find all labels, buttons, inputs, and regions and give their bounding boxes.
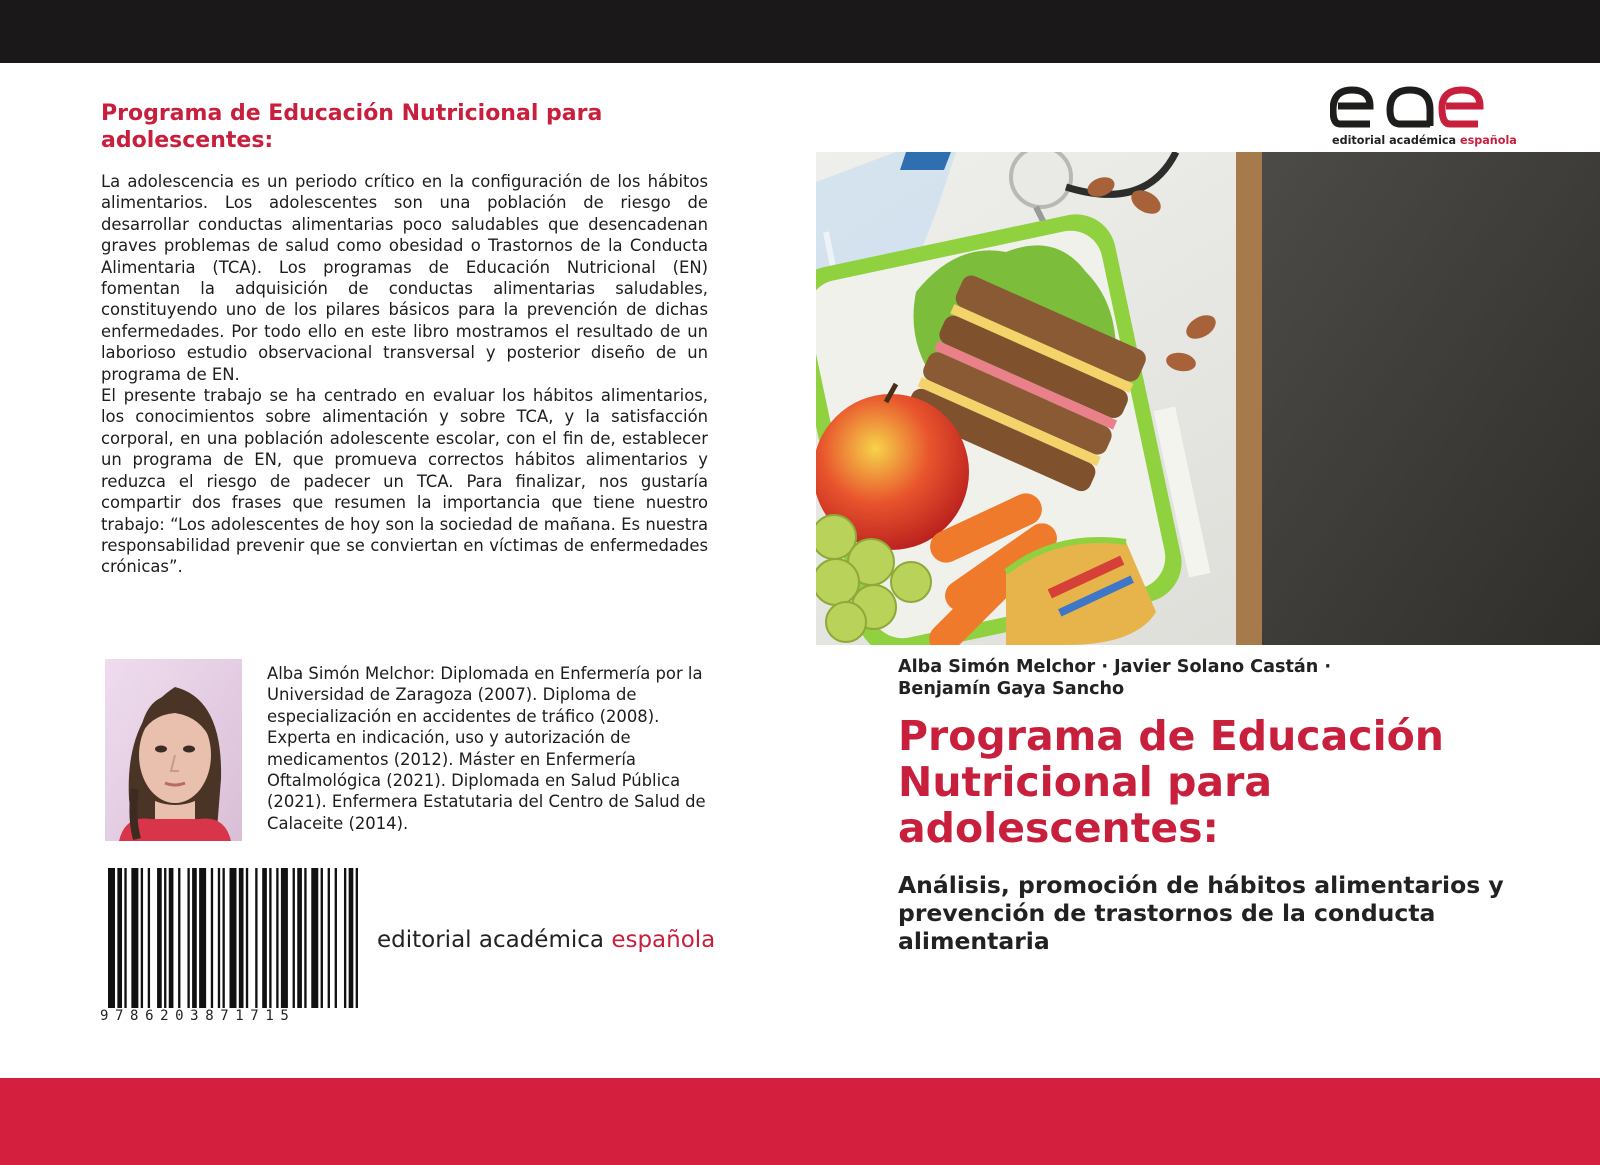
- author-bio: Alba Simón Melchor: Diplomada en Enfermería por la Universidad de Zaragoza (2007). Diploma de especialización en accidentes de tráfico (2008). Experta en indicación, uso y autorización de medicamentos (2012). Máster en Enfermería Oftalmológica (2021). Diplomada en Salud Pública (2021). Enfermera Estatutaria del Centro de Salud de Calaceite (2014).: [267, 664, 706, 833]
- authors-line: Alba Simón Melchor · Javier Solano Castán ·: [898, 657, 1332, 677]
- barcode-bar: [218, 868, 220, 1008]
- author-photo: [105, 659, 242, 841]
- logo-caption-accent: española: [1460, 134, 1517, 147]
- authors: [898, 657, 1538, 700]
- barcode-bar: [211, 868, 213, 1008]
- publisher-name: [377, 927, 715, 953]
- barcode-bar: [141, 868, 143, 1008]
- barcode-bar: [230, 868, 237, 1008]
- barcode-bar: [124, 868, 126, 1008]
- barcode-bar: [349, 868, 354, 1008]
- barcode-bar: [164, 868, 166, 1008]
- isbn-barcode: [108, 868, 358, 1026]
- barcode-bar: [304, 868, 306, 1008]
- barcode-bar: [108, 868, 115, 1008]
- barcode-bar: [262, 868, 267, 1008]
- barcode-bar: [246, 868, 248, 1008]
- barcode-bar: [344, 868, 346, 1008]
- barcode-bar: [276, 868, 278, 1008]
- barcode-bar: [148, 868, 150, 1008]
- blurb-paragraph: El presente trabajo se ha centrado en evaluar los hábitos alimentarios, los conocimientos sobre alimentación y sobre TCA, y la satisfacción corporal, en una población adolescente escolar, con el fin de, establecer un programa de EN, que promueva correctos hábitos alimentarios y reduzca el riesgo de padecer un TCA. Para finalizar, nos gustaría compartir dos frases que resumen la importancia que tiene nuestro trabajo: “Los adolescentes de hoy son la sociedad de mañana. Es nuestra responsabilidad prevenir que se conviertan en víctimas de enfermedades crónicas”.: [101, 386, 708, 577]
- barcode-bar: [222, 868, 224, 1008]
- barcode-bar: [239, 868, 244, 1008]
- barcode-bar: [269, 868, 271, 1008]
- barcode-bar: [187, 868, 189, 1008]
- barcode-bar: [192, 868, 197, 1008]
- back-cover-title: Programa de Educación Nutricional para adolescentes:: [101, 101, 603, 153]
- cover-photo: [816, 152, 1600, 645]
- barcode-bar: [321, 868, 323, 1008]
- barcode-bar: [178, 868, 180, 1008]
- front-cover-subtitle: Análisis, promoción de hábitos alimentarios y prevención de trastornos de la conducta alimentaria: [898, 871, 1504, 955]
- barcode-bar: [335, 868, 337, 1008]
- barcode-bar: [356, 868, 358, 1008]
- barcode-bar: [131, 868, 138, 1008]
- barcode-bar: [255, 868, 257, 1008]
- back-cover-blurb: [101, 171, 708, 578]
- barcode-bar: [169, 868, 174, 1008]
- barcode-bar: [117, 868, 122, 1008]
- publisher-name-text: editorial académica: [377, 927, 612, 953]
- barcode-bar: [297, 868, 302, 1008]
- barcode-bar: [311, 868, 318, 1008]
- barcode-bar: [199, 868, 206, 1008]
- authors-line: Benjamín Gaya Sancho: [898, 678, 1125, 699]
- publisher-name-accent: española: [611, 927, 716, 953]
- barcode-bar: [293, 868, 295, 1008]
- logo-caption-text: editorial académica: [1332, 134, 1460, 147]
- barcode-bar: [157, 868, 162, 1008]
- bottom-band: [0, 1078, 1600, 1165]
- barcode-bar: [328, 868, 330, 1008]
- logo-caption: [1332, 134, 1517, 147]
- blurb-paragraph: La adolescencia es un periodo crítico en la configuración de los hábitos alimentarios. Los adolescentes son una población de riesgo de desarrollar conductas alimentarias poco saludables que desencadenan graves problemas de salud como obesidad o Trastornos de la Conducta Alimentaria (TCA). Los programas de Educación Nutricional (EN) fomentan la adquisición de conductas alimentarias saludables, constituyendo uno de los pilares básicos para la prevención de dichas enfermedades. Por todo ello en este libro mostramos el resultado de un laborioso estudio observacional transversal y posterior diseño de un programa de EN.: [101, 172, 708, 384]
- top-band: [0, 0, 1600, 63]
- barcode-bar: [281, 868, 288, 1008]
- isbn-digits: 9786203871715: [100, 1008, 296, 1024]
- front-cover-title: Programa de Educación Nutricional para adolescentes:: [898, 712, 1444, 852]
